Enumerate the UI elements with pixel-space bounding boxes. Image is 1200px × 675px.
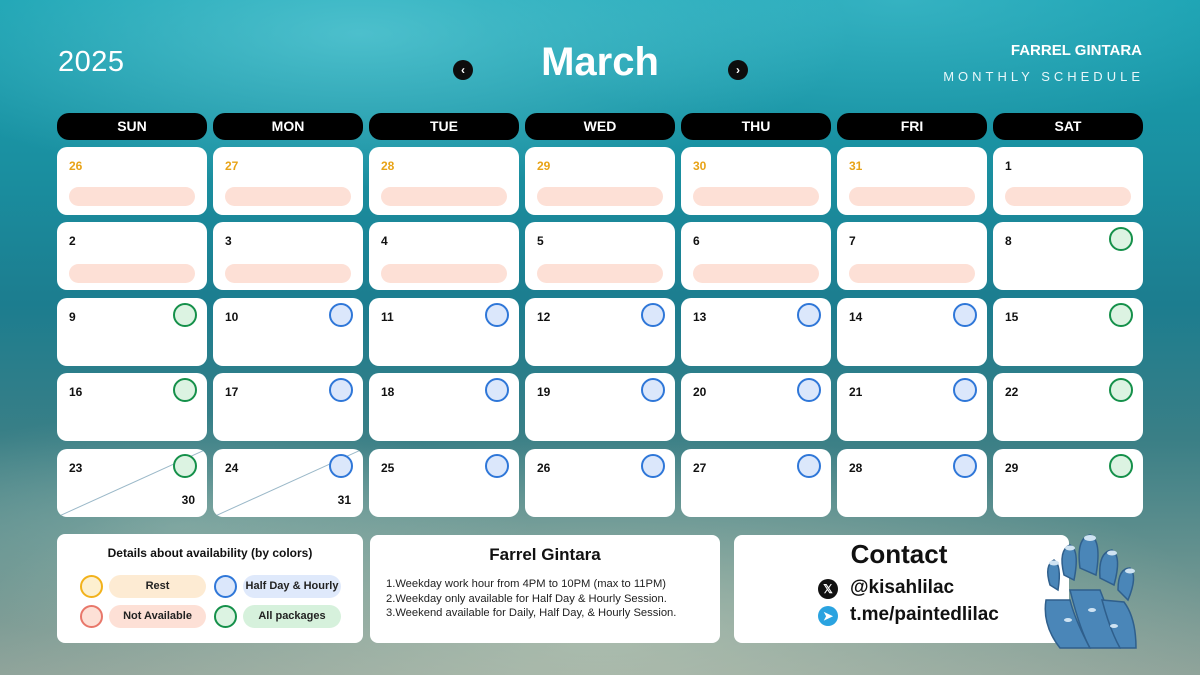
- not-available-bar: [225, 187, 351, 206]
- all-packages-indicator: [1109, 378, 1133, 402]
- day-number: 17: [225, 385, 239, 399]
- owner-name: FARREL GINTARA: [1010, 42, 1142, 59]
- half-day-legend-label: Half Day & Hourly: [243, 575, 341, 598]
- legend-panel: [57, 534, 363, 643]
- schedule-subtitle: MONTHLY SCHEDULE: [943, 69, 1144, 84]
- day-number: 30: [693, 159, 707, 173]
- day-number-secondary: 30: [181, 493, 195, 507]
- day-cell[interactable]: [837, 147, 987, 215]
- day-cell[interactable]: [837, 373, 987, 441]
- day-cell[interactable]: [525, 298, 675, 366]
- day-cell[interactable]: [369, 147, 519, 215]
- not-available-bar: [381, 187, 507, 206]
- half-day-indicator: [485, 454, 509, 478]
- day-number: 3: [225, 234, 232, 248]
- day-cell[interactable]: [213, 298, 363, 366]
- day-number: 29: [1005, 461, 1019, 475]
- chevron-left-icon[interactable]: ‹: [453, 60, 473, 80]
- half-day-indicator: [329, 378, 353, 402]
- half-day-indicator: [641, 378, 665, 402]
- all-packages-indicator: [1109, 454, 1133, 478]
- contact-panel: [734, 535, 1069, 643]
- not-available-bar: [1005, 187, 1131, 206]
- not-available-bar: [693, 187, 819, 206]
- day-number: 24: [225, 461, 239, 475]
- day-cell[interactable]: [369, 222, 519, 290]
- day-number: 9: [69, 310, 76, 324]
- telegram-icon: ➤: [818, 606, 838, 626]
- day-cell[interactable]: [993, 147, 1143, 215]
- day-number: 28: [849, 461, 863, 475]
- day-cell[interactable]: [681, 222, 831, 290]
- legend-title: Details about availability (by colors): [107, 546, 313, 560]
- all-packages-indicator: [173, 303, 197, 327]
- info-title: Farrel Gintara: [489, 545, 601, 564]
- not-available-bar: [693, 264, 819, 283]
- day-number: 2: [69, 234, 76, 248]
- day-cell[interactable]: [57, 298, 207, 366]
- all-packages-indicator: [173, 378, 197, 402]
- day-cell[interactable]: [525, 147, 675, 215]
- day-number: 5: [537, 234, 544, 248]
- day-header-fri: FRI: [837, 113, 987, 140]
- day-number: 12: [537, 310, 551, 324]
- day-cell[interactable]: [213, 449, 363, 517]
- contact-title: Contact: [850, 539, 948, 569]
- half-day-indicator: [797, 303, 821, 327]
- info-item: 3.Weekend available for Daily, Half Day, & Hourly Session.: [386, 607, 677, 619]
- info-item: 2.Weekday only available for Half Day & Hourly Session.: [386, 592, 667, 605]
- not-available-legend-dot: [80, 605, 103, 628]
- day-number: 23: [69, 461, 83, 475]
- day-number: 13: [693, 310, 707, 324]
- info-panel: [370, 535, 720, 643]
- info-item: 1.Weekday work hour from 4PM to 10PM (max to 11PM): [386, 578, 666, 590]
- day-header-mon: MON: [213, 113, 363, 140]
- day-header-wed: WED: [525, 113, 675, 140]
- day-number: 22: [1005, 385, 1019, 399]
- x-logo-icon: 𝕏: [818, 579, 838, 599]
- day-number: 16: [69, 385, 83, 399]
- day-number: 21: [849, 385, 863, 399]
- day-cell[interactable]: [993, 222, 1143, 290]
- not-available-bar: [537, 264, 663, 283]
- info-list: [386, 577, 676, 621]
- day-cell[interactable]: [993, 449, 1143, 517]
- not-available-bar: [225, 264, 351, 283]
- all-packages-indicator: [1109, 227, 1133, 251]
- day-header-sat: SAT: [993, 113, 1143, 140]
- day-number: 20: [693, 385, 707, 399]
- not-available-bar: [381, 264, 507, 283]
- day-cell[interactable]: [681, 449, 831, 517]
- day-cell[interactable]: [369, 298, 519, 366]
- not-available-legend-label: Not Available: [109, 605, 206, 628]
- half-day-indicator: [485, 303, 509, 327]
- half-day-indicator: [641, 454, 665, 478]
- day-number: 14: [849, 310, 863, 324]
- day-number: 29: [537, 159, 551, 173]
- day-number: 27: [225, 159, 239, 173]
- day-cell[interactable]: [213, 147, 363, 215]
- day-number: 1: [1005, 159, 1012, 173]
- day-number: 11: [381, 310, 394, 324]
- rest-legend-label: Rest: [109, 575, 206, 598]
- day-cell[interactable]: [57, 147, 207, 215]
- not-available-bar: [849, 264, 975, 283]
- day-cell[interactable]: [681, 373, 831, 441]
- day-number: 19: [537, 385, 551, 399]
- day-cell[interactable]: [837, 298, 987, 366]
- day-number: 7: [849, 234, 856, 248]
- all-packages-indicator: [1109, 303, 1133, 327]
- half-day-indicator: [953, 303, 977, 327]
- day-cell[interactable]: [369, 449, 519, 517]
- half-day-indicator: [485, 378, 509, 402]
- all-packages-legend-label: All packages: [243, 605, 341, 628]
- not-available-bar: [537, 187, 663, 206]
- day-cell[interactable]: [525, 449, 675, 517]
- half-day-indicator: [953, 378, 977, 402]
- day-cell[interactable]: [681, 147, 831, 215]
- half-day-indicator: [329, 303, 353, 327]
- half-day-indicator: [641, 303, 665, 327]
- day-number: 25: [381, 461, 395, 475]
- all-packages-indicator: [173, 454, 197, 478]
- day-cell[interactable]: [57, 222, 207, 290]
- month-title: March: [541, 40, 659, 84]
- not-available-bar: [69, 187, 195, 206]
- day-cell[interactable]: [57, 449, 207, 517]
- day-cell[interactable]: [213, 373, 363, 441]
- day-cell[interactable]: [57, 373, 207, 441]
- chevron-right-icon[interactable]: ›: [728, 60, 748, 80]
- day-number-secondary: 31: [337, 493, 351, 507]
- day-cell[interactable]: [525, 222, 675, 290]
- not-available-bar: [849, 187, 975, 206]
- half-day-legend-dot: [214, 575, 237, 598]
- coral-illustration: [1040, 530, 1140, 655]
- day-header-sun: SUN: [57, 113, 207, 140]
- day-number: 6: [693, 234, 700, 248]
- half-day-indicator: [953, 454, 977, 478]
- not-available-bar: [69, 264, 195, 283]
- day-cell[interactable]: [681, 298, 831, 366]
- day-header-tue: TUE: [369, 113, 519, 140]
- day-cell[interactable]: [369, 373, 519, 441]
- day-number: 18: [381, 385, 395, 399]
- day-number: 26: [537, 461, 551, 475]
- telegram-link[interactable]: t.me/paintedlilac: [850, 604, 999, 625]
- all-packages-legend-dot: [214, 605, 237, 628]
- year-label: 2025: [58, 46, 125, 78]
- half-day-indicator: [329, 454, 353, 478]
- half-day-indicator: [797, 454, 821, 478]
- day-number: 10: [225, 310, 239, 324]
- half-day-indicator: [797, 378, 821, 402]
- x-handle-link[interactable]: @kisahlilac: [850, 577, 955, 598]
- day-number: 8: [1005, 234, 1012, 248]
- day-number: 27: [693, 461, 707, 475]
- day-number: 31: [849, 159, 863, 173]
- day-cell[interactable]: [993, 373, 1143, 441]
- day-number: 15: [1005, 310, 1019, 324]
- day-number: 4: [381, 234, 388, 248]
- day-cell[interactable]: [837, 449, 987, 517]
- day-cell[interactable]: [837, 222, 987, 290]
- day-cell[interactable]: [213, 222, 363, 290]
- day-number: 26: [69, 159, 83, 173]
- day-cell[interactable]: [993, 298, 1143, 366]
- day-cell[interactable]: [525, 373, 675, 441]
- day-header-thu: THU: [681, 113, 831, 140]
- day-number: 28: [381, 159, 395, 173]
- rest-legend-dot: [80, 575, 103, 598]
